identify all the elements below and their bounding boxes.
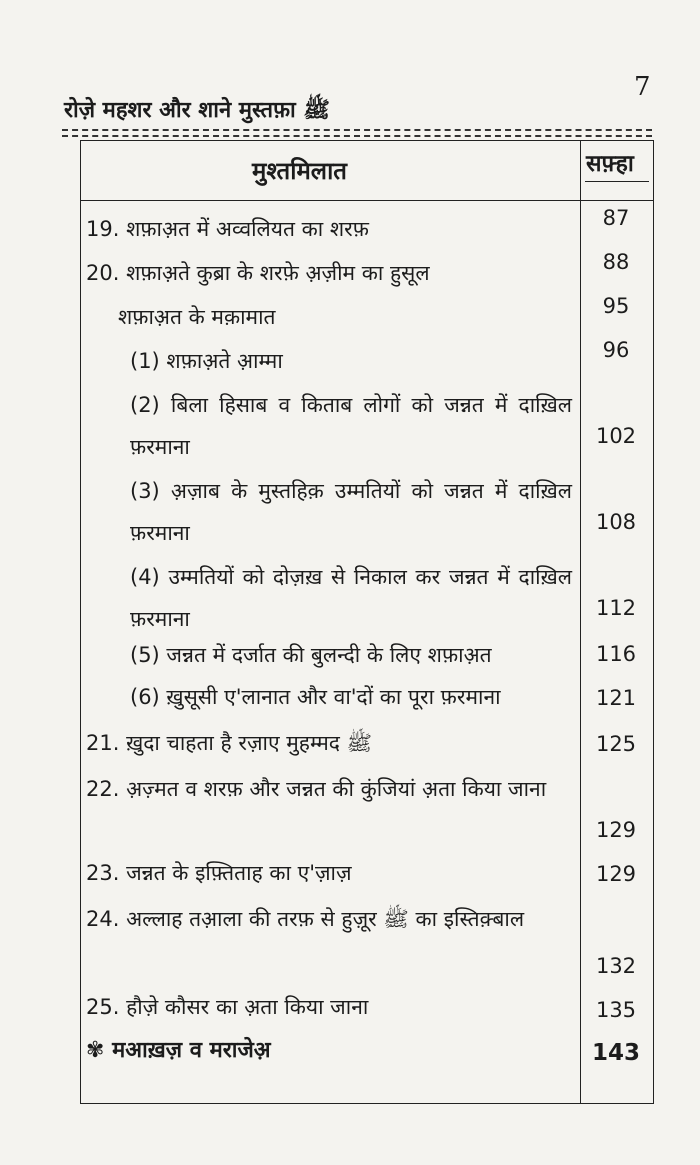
toc-entry-title: 22. अ़ज़्मत व शरफ़ और जन्नत की कुंजियां अ़ता किया जाना xyxy=(86,777,547,801)
toc-entry-title: शफ़ाअ़त के मक़ामात xyxy=(118,305,276,329)
toc-entry-title: (3) अ़ज़ाब के मुस्तहिक़ उम्मतियों को जन्नत में दाख़िल फ़रमाना xyxy=(130,479,572,545)
toc-entry-page: 129 xyxy=(595,818,637,842)
contents-column-header: मुश्तमिलात xyxy=(252,157,347,185)
toc-entry-title: 25. हौज़े कौसर का अ़ता किया जाना xyxy=(86,995,369,1019)
toc-entry-title: 24. अल्लाह तआ़ला की तरफ़ से हुज़ूर ﷺ का इस्तिक़्बाल xyxy=(86,907,525,931)
header-divider xyxy=(62,129,652,131)
toc-entry-page: 135 xyxy=(595,998,637,1022)
toc-entry-title: (5) जन्नत में दर्जात की बुलन्दी के लिए शफ़ाअ़त xyxy=(130,643,492,667)
toc-entry-page: 108 xyxy=(595,510,637,534)
toc-entry-page: 95 xyxy=(602,294,630,318)
toc-entry-page: 125 xyxy=(595,732,637,756)
toc-entry-title: (6) ख़ुसूसी ए'लानात और वा'दों का पूरा फ़रमाना xyxy=(130,685,501,709)
toc-entry-title: 21. ख़ुदा चाहता है रज़ाए मुहम्मद ﷺ xyxy=(86,731,372,755)
toc-entry-title: (2) बिला हिसाब व किताब लोगों को जन्नत में दाख़िल फ़रमाना xyxy=(130,393,572,459)
header-divider xyxy=(62,135,652,137)
toc-entry-page: 143 xyxy=(591,1040,640,1066)
toc-entry-page: 102 xyxy=(595,424,637,448)
page-column-header: सफ़्हा xyxy=(586,151,634,177)
toc-entry-title: (4) उम्मतियों को दोज़ख़ से निकाल कर जन्नत में दाख़िल फ़रमाना xyxy=(130,565,572,631)
page-number: 7 xyxy=(634,72,651,102)
column-divider xyxy=(580,140,581,1104)
toc-entry-title: ✾ मआख़ज़ व मराजेअ़ xyxy=(86,1038,271,1063)
toc-entry-page: 112 xyxy=(595,596,637,620)
toc-entry-title: 20. शफ़ाअ़ते कुब्रा के शरफ़े अ़ज़ीम का हुसूल xyxy=(86,261,430,285)
toc-entry-page: 132 xyxy=(595,954,637,978)
page-column-header-underline xyxy=(585,181,649,182)
toc-entry-title: 23. जन्नत के इफ़्तिताह का ए'ज़ाज़ xyxy=(86,861,352,885)
toc-entry-page: 121 xyxy=(595,686,637,710)
toc-entry-title: (1) शफ़ाअ़ते आ़म्मा xyxy=(130,349,283,373)
running-head: रोज़े महशर और शाने मुस्तफ़ा ﷺ xyxy=(64,98,330,123)
table-header-rule xyxy=(80,200,654,201)
toc-entry-page: 96 xyxy=(602,338,630,362)
toc-entry-page: 88 xyxy=(602,250,630,274)
toc-entry-title: 19. शफ़ाअ़त में अव्वलियत का शरफ़ xyxy=(86,217,369,241)
toc-entry-page: 87 xyxy=(602,206,630,230)
toc-entry-page: 129 xyxy=(595,862,637,886)
toc-entry-page: 116 xyxy=(595,642,637,666)
